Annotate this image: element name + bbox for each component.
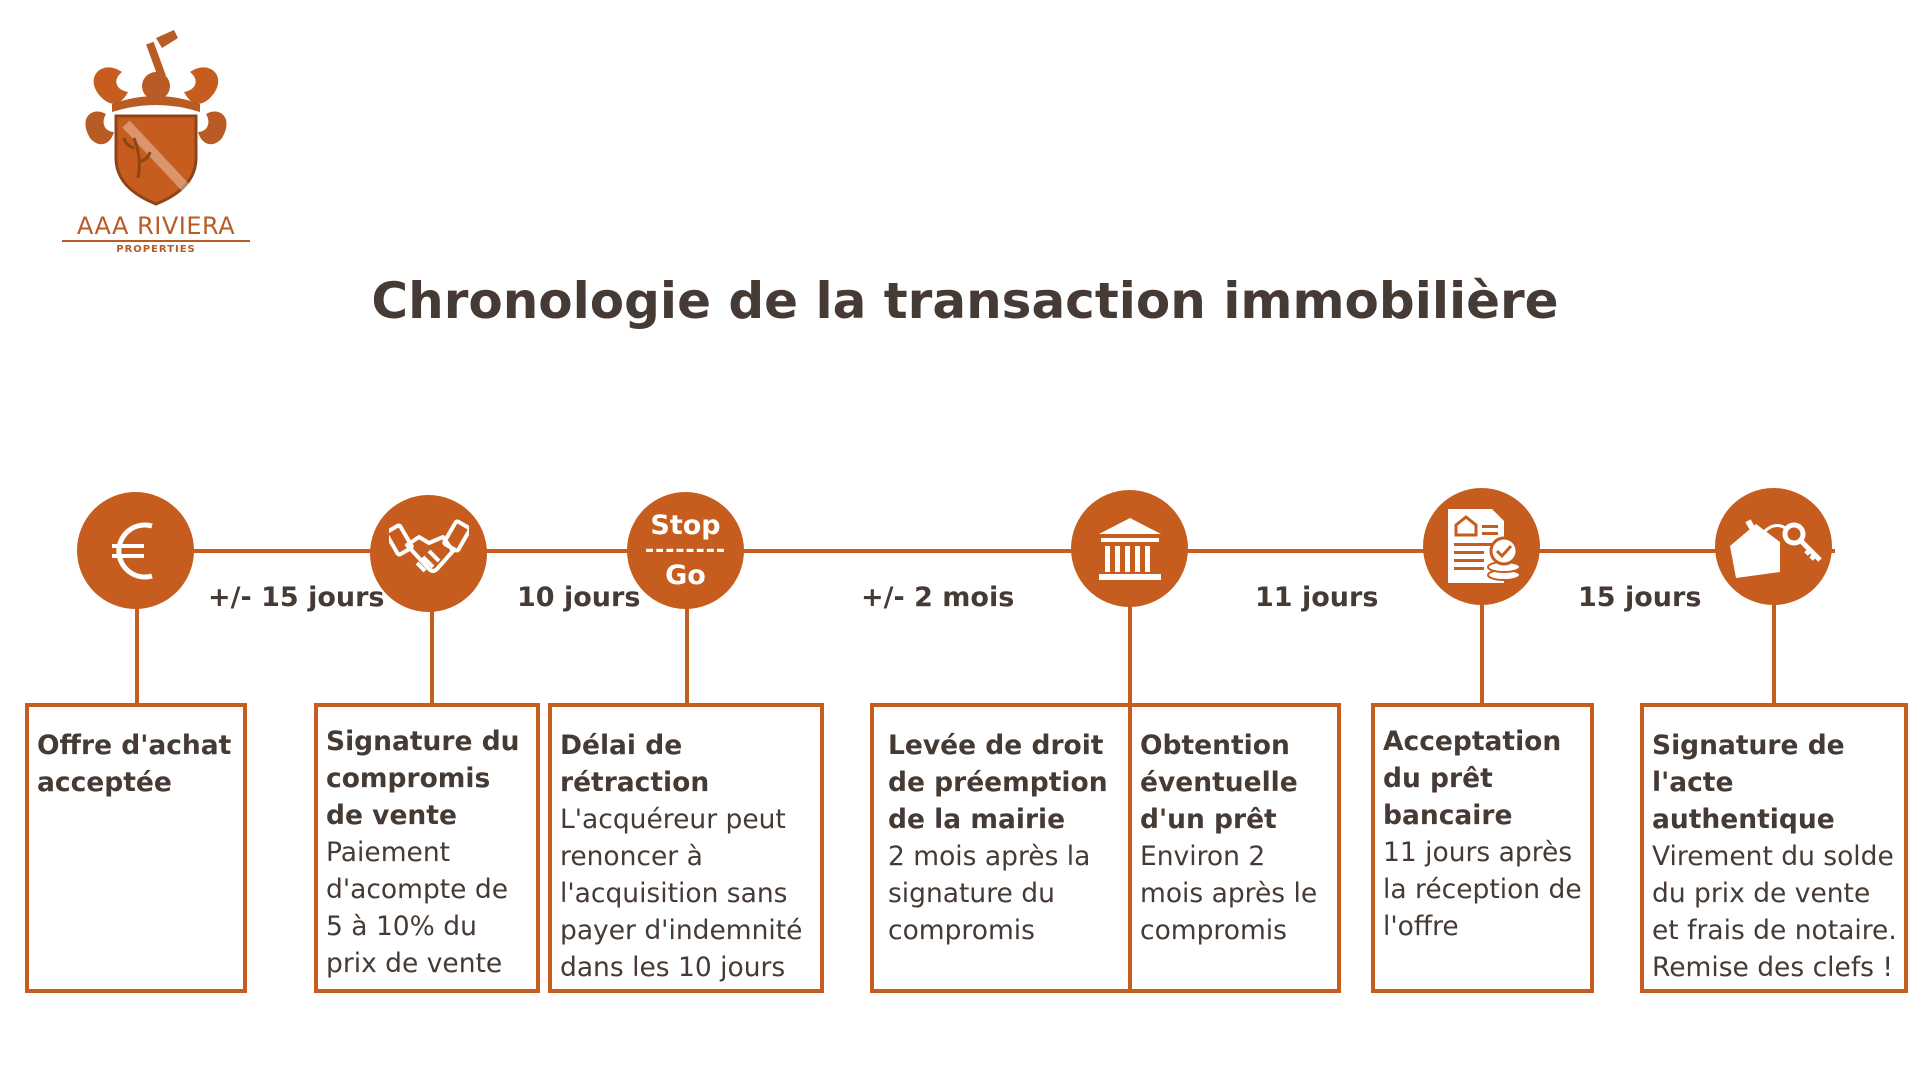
step-card-acceptation bbox=[1371, 703, 1594, 993]
euro-icon bbox=[106, 516, 166, 586]
stop-go-icon bbox=[645, 510, 726, 592]
step-description: 11 jours après la réception de l'offre bbox=[1383, 837, 1582, 942]
connector-line bbox=[1128, 600, 1132, 705]
stop-label: Stop bbox=[650, 509, 721, 541]
step-title: Signature du compromis de vente bbox=[326, 726, 520, 831]
step-circle-acte bbox=[1715, 488, 1832, 605]
step-card-offer bbox=[25, 703, 247, 993]
page-title: Chronologie de la transaction immobilière bbox=[371, 272, 1559, 330]
step-description: Environ 2 mois après le compromis bbox=[1140, 841, 1318, 946]
step-title: Obtention éventuelle d'un prêt bbox=[1140, 730, 1298, 835]
step-title: Offre d'achat acceptée bbox=[37, 730, 232, 798]
step-circle-loan bbox=[1423, 488, 1540, 605]
step-circle-stop-go bbox=[627, 492, 744, 609]
step-title: Levée de droit de préemption de la mairie bbox=[888, 730, 1108, 835]
step-circle-offer bbox=[77, 492, 194, 609]
connector-line bbox=[1480, 600, 1484, 705]
step-circle-mairie bbox=[1071, 490, 1188, 607]
step-title: Délai de rétraction bbox=[560, 730, 710, 798]
step-title: Acceptation du prêt bancaire bbox=[1383, 726, 1562, 831]
step-card-acte bbox=[1640, 703, 1908, 993]
connector-line bbox=[430, 600, 434, 705]
brand-subtitle: PROPERTIES bbox=[116, 244, 196, 255]
stop-go-divider: -------- bbox=[644, 537, 727, 563]
step-description: 2 mois après la signature du compromis bbox=[888, 841, 1091, 946]
step-title: Signature de l'acte authentique bbox=[1652, 730, 1845, 835]
connector-line bbox=[1772, 600, 1776, 705]
step-card-mairie bbox=[870, 703, 1132, 993]
coat-of-arms-icon bbox=[82, 28, 230, 208]
duration-label: 15 jours bbox=[1578, 582, 1702, 613]
step-card-pret bbox=[1128, 703, 1341, 993]
step-circle-compromis bbox=[370, 495, 487, 612]
connector-line bbox=[135, 600, 139, 705]
duration-label: +/- 15 jours bbox=[208, 582, 385, 613]
brand-divider bbox=[62, 240, 250, 242]
bank-icon bbox=[1095, 514, 1165, 584]
connector-line bbox=[685, 600, 689, 705]
brand-name: AAA RIVIERA bbox=[76, 212, 236, 240]
loan-document-icon bbox=[1442, 505, 1522, 589]
step-description: Virement du solde du prix de vente et frais de notaire. Remise des clefs ! bbox=[1652, 841, 1897, 983]
handshake-icon bbox=[389, 519, 469, 589]
step-description: Paiement d'acompte de 5 à 10% du prix de vente bbox=[326, 837, 509, 979]
step-card-compromis bbox=[314, 703, 540, 993]
go-label: Go bbox=[665, 560, 706, 592]
duration-label: 10 jours bbox=[517, 582, 641, 613]
house-key-icon bbox=[1726, 512, 1822, 582]
step-description: L'acquéreur peut renoncer à l'acquisition sans payer d'indemnité dans les 10 jours bbox=[560, 804, 803, 983]
duration-label: +/- 2 mois bbox=[861, 582, 1015, 613]
step-card-retractation bbox=[548, 703, 824, 993]
brand-logo bbox=[56, 28, 256, 258]
duration-label: 11 jours bbox=[1255, 582, 1379, 613]
